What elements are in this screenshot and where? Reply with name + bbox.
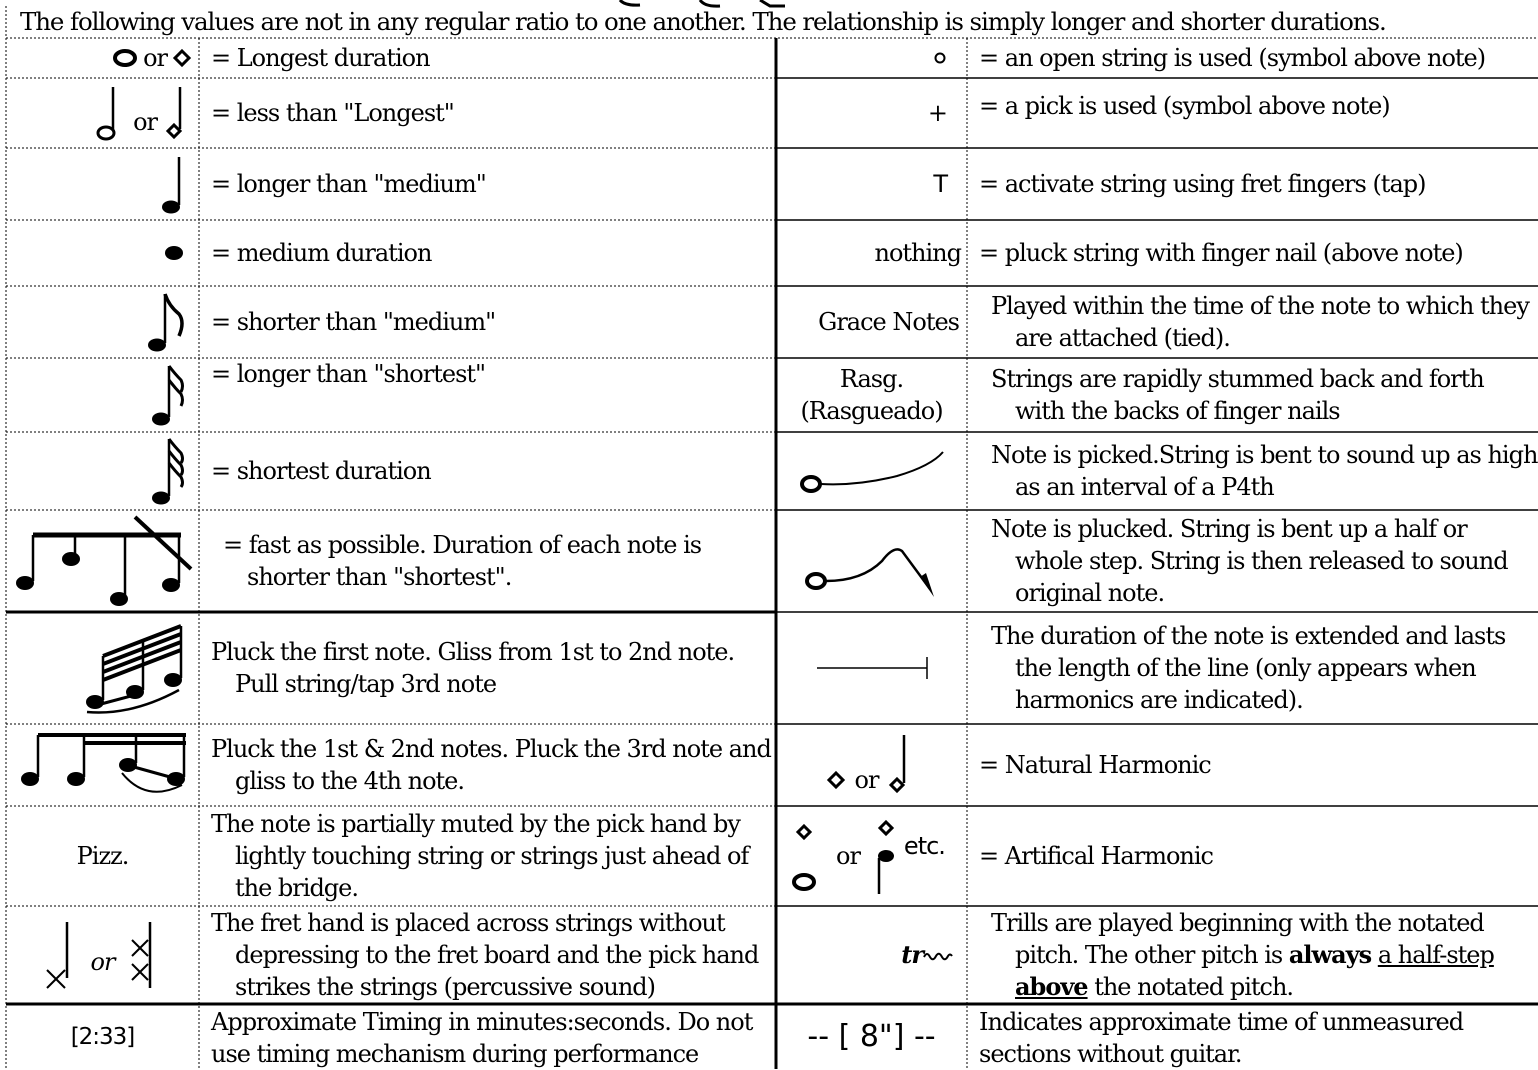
table-row <box>776 806 1538 906</box>
symbol-cell <box>6 510 199 612</box>
description-text: Indicates approximate time of unmeasured sections without guitar. <box>979 1008 1464 1068</box>
description-text: The note is partially muted by the pick hand by lightly touching string or strings just ahead of the bridge. <box>211 810 749 902</box>
table-row <box>776 432 1538 510</box>
bend-release-curve-icon <box>802 521 942 601</box>
description-text: = medium duration <box>211 239 432 267</box>
or-label: or <box>854 766 879 794</box>
rasg-label: Rasg. <box>839 365 904 393</box>
table-row <box>0 148 776 220</box>
description-cell <box>199 148 776 220</box>
description-text: = longer than "shortest" <box>211 360 486 388</box>
or-label: or <box>836 842 860 870</box>
table-row <box>0 220 776 286</box>
description-cell <box>199 1004 776 1069</box>
table-row <box>0 724 776 806</box>
table-row <box>0 510 776 612</box>
description-cell <box>967 1004 1538 1069</box>
description-cell <box>199 806 776 906</box>
symbol-cell <box>6 806 199 906</box>
symbol-cell <box>776 806 967 906</box>
description-text: = Artifical Harmonic <box>979 842 1213 870</box>
table-row <box>776 220 1538 286</box>
symbol-cell <box>776 1004 967 1069</box>
table-row <box>0 806 776 906</box>
gliss-beamed-notes-icon <box>79 616 189 720</box>
table-row <box>0 432 776 510</box>
description-cell <box>199 220 776 286</box>
table-row <box>0 78 776 148</box>
symbol-cell <box>776 78 967 148</box>
quarter-note-icon <box>161 153 185 215</box>
timing-example: [2:33] <box>70 1023 135 1050</box>
symbol-cell <box>6 432 199 510</box>
description-cell <box>199 38 776 78</box>
description-text: Note is plucked. String is bent up a half or whole step. String is then released to sound original note. <box>991 515 1508 607</box>
description-cell <box>199 358 776 432</box>
half-note-icon <box>95 85 125 141</box>
or-label: or <box>133 108 157 136</box>
unmeasured-time-example: -- [ 8"] -- <box>807 1018 936 1054</box>
symbol-cell <box>6 148 199 220</box>
double-x-notehead-icon <box>128 918 162 992</box>
description-cell <box>967 286 1538 358</box>
pizz-label: Pizz. <box>76 842 129 870</box>
table-row <box>776 1004 1538 1069</box>
description-cell <box>967 724 1538 806</box>
or-label: or <box>143 44 167 72</box>
symbol-cell <box>776 286 967 358</box>
description-text: Pluck the 1st & 2nd notes. Pluck the 3rd note and gliss to the 4th note. <box>211 735 771 795</box>
table-row <box>0 612 776 724</box>
artificial-harmonic-icon <box>790 816 826 896</box>
symbol-cell <box>776 38 967 78</box>
tap-symbol: T <box>933 170 947 198</box>
table-row <box>0 1004 776 1069</box>
description-cell <box>199 906 776 1004</box>
diamond-note-icon <box>827 771 845 789</box>
intro-text: The following values are not in any regular ratio to one another. The relationship is simply longer and shorter durations. <box>20 7 1386 36</box>
table-row <box>776 78 1538 148</box>
description-cell <box>199 724 776 806</box>
table-row <box>776 38 1538 78</box>
nothing-label: nothing <box>874 239 961 267</box>
x-notehead-icon <box>43 918 77 992</box>
description-text: = Longest duration <box>211 44 430 72</box>
description-text: Pluck the first note. Gliss from 1st to 2nd note. Pull string/tap 3rd note <box>211 638 735 698</box>
table-row <box>776 612 1538 724</box>
description-text: Approximate Timing in minutes:seconds. Do not use timing mechanism during performance <box>211 1008 753 1068</box>
table-row <box>0 358 776 432</box>
description-text: Played within the time of the note to which they are attached (tied). <box>991 292 1529 352</box>
extension-line-icon <box>807 653 937 683</box>
table-row <box>776 906 1538 1004</box>
symbol-cell <box>6 906 199 1004</box>
open-circle-icon <box>933 51 947 65</box>
filled-notehead-icon <box>163 244 185 262</box>
table-row <box>0 906 776 1004</box>
description-text: Strings are rapidly stummed back and forth with the backs of finger nails <box>991 365 1484 425</box>
description-text: = a pick is used (symbol above note) <box>979 92 1390 120</box>
symbol-cell <box>776 220 967 286</box>
symbol-cell <box>6 724 199 806</box>
symbol-cell <box>776 510 967 612</box>
description-text: = an open string is used (symbol above note) <box>979 44 1486 72</box>
description-text <box>991 907 1538 1003</box>
sixteenth-note-icon <box>151 362 187 428</box>
symbol-cell <box>6 38 199 78</box>
trill-label: tr <box>901 940 923 969</box>
symbol-cell <box>776 612 967 724</box>
whole-note-icon <box>113 48 137 68</box>
trill-icon <box>923 948 953 962</box>
description-cell <box>967 148 1538 220</box>
description-text: = less than "Longest" <box>211 99 454 127</box>
etc-label: etc. <box>903 832 945 860</box>
symbol-cell <box>6 612 199 724</box>
trill-text-underline: a half-step <box>1377 941 1494 969</box>
table-row <box>776 286 1538 358</box>
thirty-second-note-icon <box>151 435 187 507</box>
description-cell <box>967 612 1538 724</box>
slashed-beam-notes-icon <box>13 513 193 609</box>
trill-text-d: the notated pitch. <box>1087 973 1294 1001</box>
trill-text-bold-underline: above <box>1015 972 1088 1001</box>
trill-text-b <box>1371 941 1378 969</box>
grace-notes-label: Grace Notes <box>818 308 959 336</box>
table-row <box>0 286 776 358</box>
diamond-harmonic-icon <box>888 733 916 797</box>
symbol-cell <box>6 286 199 358</box>
plus-symbol: + <box>927 99 947 127</box>
bend-up-curve-icon <box>797 446 947 496</box>
trill-text-a: Trills are played beginning with the notated pitch. The other pitch is <box>991 909 1484 969</box>
eighth-note-icon <box>147 290 187 354</box>
symbol-cell <box>776 906 967 1004</box>
table-row <box>0 38 776 78</box>
description-cell <box>967 78 1538 148</box>
symbol-cell <box>776 432 967 510</box>
description-text: The fret hand is placed across strings without depressing to the fret board and the pick hand strikes the strings (percussive sound) <box>211 909 759 1001</box>
description-cell <box>967 806 1538 906</box>
description-cell <box>967 220 1538 286</box>
description-cell <box>199 78 776 148</box>
table-row <box>776 724 1538 806</box>
description-text: = shortest duration <box>211 457 431 485</box>
symbol-cell <box>6 358 199 432</box>
table-row <box>776 510 1538 612</box>
or-label: or <box>90 948 115 976</box>
description-cell <box>199 432 776 510</box>
symbol-cell <box>776 148 967 220</box>
description-text: The duration of the note is extended and lasts the length of the line (only appears when harmonics are indicated). <box>991 622 1506 714</box>
diamond-half-note-icon <box>165 85 189 141</box>
symbol-cell <box>776 358 967 432</box>
description-text: = activate string using fret fingers (tap) <box>979 170 1426 198</box>
table-row <box>776 148 1538 220</box>
description-text: = pluck string with finger nail (above note) <box>979 239 1463 267</box>
description-cell <box>199 510 776 612</box>
description-cell <box>967 510 1538 612</box>
symbol-cell <box>6 78 199 148</box>
symbol-cell <box>6 1004 199 1069</box>
description-text: = fast as possible. Duration of each note is shorter than "shortest". <box>223 531 702 591</box>
rasgueado-label: (Rasgueado) <box>800 397 943 425</box>
trill-text-bold: always <box>1288 940 1372 969</box>
description-cell <box>967 358 1538 432</box>
description-cell <box>967 906 1538 1004</box>
description-cell <box>199 286 776 358</box>
description-cell <box>199 612 776 724</box>
description-text: = shorter than "medium" <box>211 308 496 336</box>
description-cell <box>967 432 1538 510</box>
description-text: = longer than "medium" <box>211 170 486 198</box>
description-text: = Natural Harmonic <box>979 751 1211 779</box>
symbol-cell <box>6 220 199 286</box>
description-text: Note is picked.String is bent to sound up as high as an interval of a P4th <box>991 441 1538 501</box>
symbol-cell <box>776 724 967 806</box>
stemmed-harmonic-icon <box>870 816 900 896</box>
description-cell <box>967 38 1538 78</box>
diamond-note-icon <box>173 49 191 67</box>
table-row <box>776 358 1538 432</box>
beamed-gliss-four-notes-icon <box>18 727 188 803</box>
